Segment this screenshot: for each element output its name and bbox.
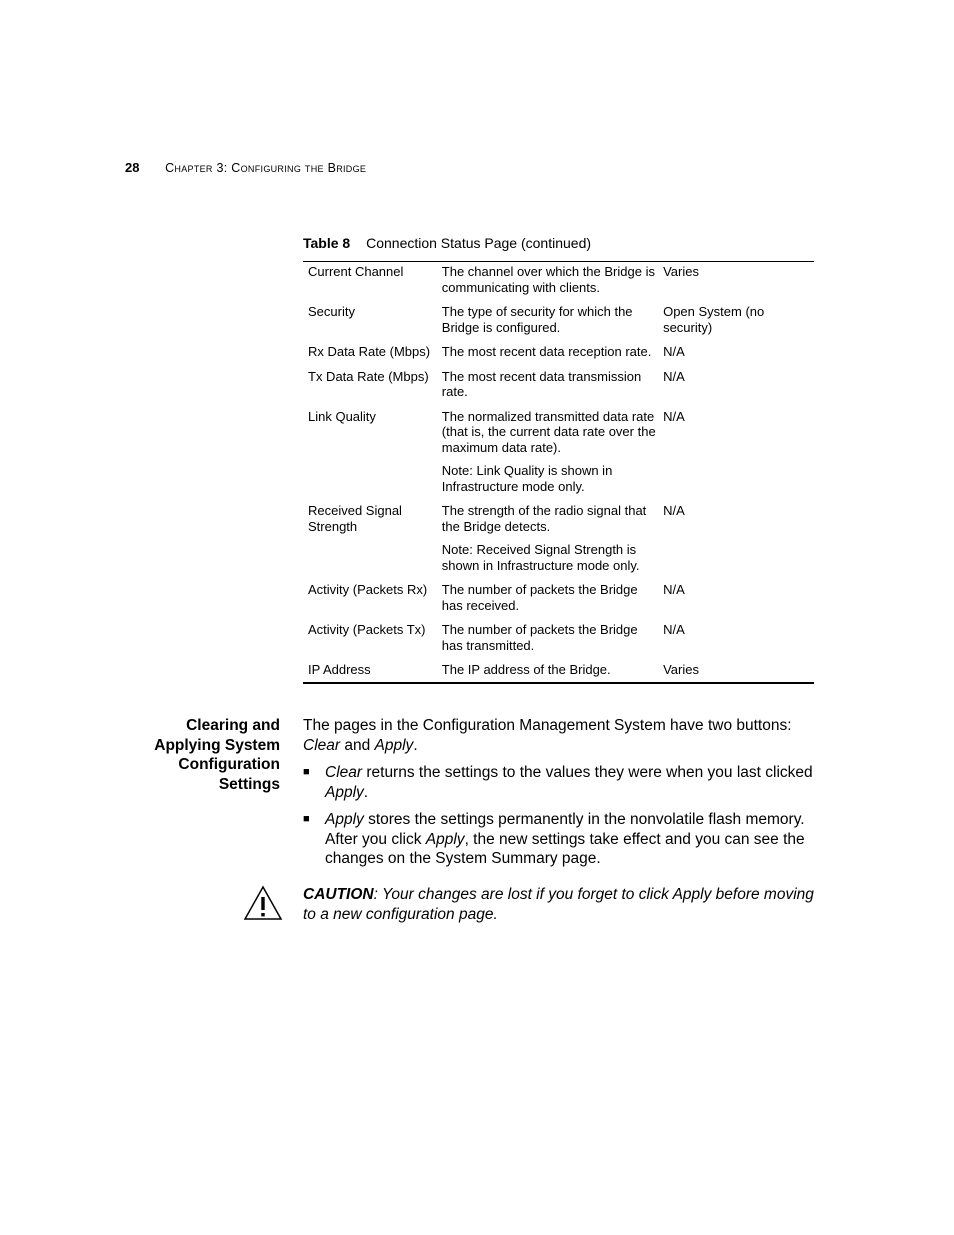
value-cell: N/A <box>663 344 685 359</box>
field-name-cell: Activity (Packets Rx) <box>308 582 428 597</box>
table-row <box>303 581 814 621</box>
description-text: The strength of the radio signal that the Bridge detects. <box>441 503 647 534</box>
bullet-apply-end: , the new settings take effect and you can see the changes on the System Summary page. <box>325 830 805 867</box>
description-text: The most recent data transmission rate. <box>441 368 642 399</box>
bullet-clear-text: returns the settings to the values they were when you last clicked <box>362 764 813 781</box>
description-text: The most recent data reception rate. <box>441 344 652 359</box>
bullet-clear-term: Clear <box>325 764 363 781</box>
bullet-apply-text: stores the settings permanently in the nonvolatile flash memory. After you click <box>325 811 805 848</box>
table-caption-label: Table 8 <box>303 235 351 251</box>
field-name-cell: Link Quality <box>308 408 376 424</box>
table-row <box>303 343 814 368</box>
table-caption-title: Connection Status Page (continued) <box>366 235 592 251</box>
field-name-cell: Security <box>308 304 355 319</box>
description-cell <box>437 343 658 368</box>
table-row <box>303 368 814 408</box>
field-name-cell: Tx Data Rate (Mbps) <box>308 368 429 384</box>
bullet-apply-term: Apply <box>325 811 364 828</box>
description-text: The number of packets the Bridge has received. <box>441 582 638 613</box>
bullet-apply <box>303 810 815 869</box>
bullet-clear <box>303 763 815 802</box>
value-cell: Varies <box>663 264 699 279</box>
connection-status-table <box>303 261 814 684</box>
intro-paragraph <box>303 716 815 755</box>
table-body <box>303 262 814 683</box>
table-row <box>303 621 814 661</box>
description-cell <box>437 303 658 343</box>
caution-note <box>303 885 815 924</box>
field-name-cell: IP Address <box>308 662 371 677</box>
value-cell: N/A <box>663 622 685 637</box>
value-cell: N/A <box>663 582 685 597</box>
table-row <box>303 303 814 343</box>
value-cell: N/A <box>663 368 685 384</box>
description-cell <box>437 502 658 581</box>
chapter-title: Chapter 3: Configuring the Bridge <box>165 161 367 175</box>
bullet-apply-click: Apply <box>425 830 465 848</box>
table-row <box>303 408 814 503</box>
table-row <box>303 262 814 304</box>
page-number: 28 <box>125 160 140 175</box>
caution-label: CAUTION <box>303 886 374 903</box>
warning-triangle-icon <box>243 885 283 921</box>
description-cell <box>437 408 658 503</box>
field-name-cell: Rx Data Rate (Mbps) <box>308 344 431 359</box>
value-cell: N/A <box>663 503 685 518</box>
description-text: The number of packets the Bridge has transmitted. <box>441 622 638 653</box>
bullet-clear-end: . <box>363 783 369 801</box>
bullet-square-icon: ■ <box>303 813 310 825</box>
description-note: Note: Received Signal Strength is shown in Infrastructure mode only. <box>441 542 640 573</box>
description-note: Note: Link Quality is shown in Infrastructure mode only. <box>441 463 613 494</box>
intro-and: and <box>340 736 375 754</box>
intro-end: . <box>413 736 418 754</box>
description-text: The IP address of the Bridge. <box>441 662 611 677</box>
value-cell: Open System (no security) <box>663 304 765 335</box>
section-body <box>303 716 815 877</box>
description-cell <box>437 661 658 683</box>
value-cell: N/A <box>663 408 685 424</box>
caution-text: : Your changes are lost if you forget to click Apply before moving to a new configuration page. <box>303 886 814 923</box>
field-name-cell: Activity (Packets Tx) <box>308 622 426 637</box>
table-row <box>303 661 814 683</box>
page-header <box>125 160 366 175</box>
table-row <box>303 502 814 581</box>
description-cell <box>437 262 658 304</box>
field-name-cell: Current Channel <box>308 264 404 279</box>
field-name-cell: Received Signal Strength <box>308 503 402 534</box>
section-heading: Clearing and Applying System Configuration Settings <box>154 717 280 793</box>
bullet-square-icon: ■ <box>303 766 310 778</box>
description-cell <box>437 368 658 408</box>
description-text: The normalized transmitted data rate (that is, the current data rate over the maximum data rate). <box>441 408 656 455</box>
description-text: The channel over which the Bridge is communicating with clients. <box>441 264 655 295</box>
intro-clear-term: Clear <box>303 736 341 754</box>
description-cell <box>437 621 658 661</box>
description-text: The type of security for which the Bridge is configured. <box>441 304 633 335</box>
value-cell: Varies <box>663 662 699 677</box>
intro-text: The pages in the Configuration Management System have two buttons: <box>303 717 792 734</box>
description-cell <box>437 581 658 621</box>
intro-apply-term: Apply <box>374 736 414 754</box>
table-caption <box>303 235 591 251</box>
bullet-clear-apply: Apply <box>325 783 364 801</box>
